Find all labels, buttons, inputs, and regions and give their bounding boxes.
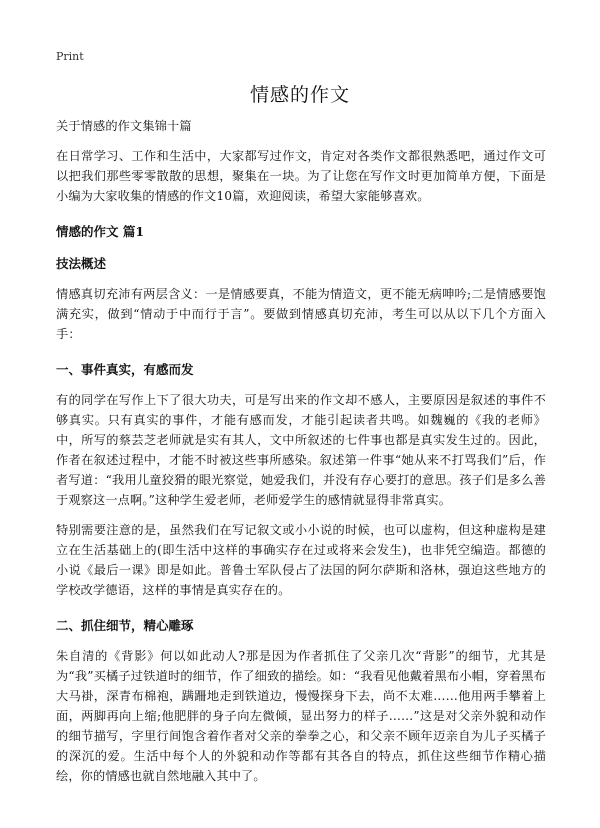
document-title: 情感的作文 bbox=[249, 84, 350, 106]
section-heading-details: 二、抓住细节，精心雕琢 bbox=[56, 618, 194, 633]
print-label[interactable]: Print bbox=[56, 50, 84, 63]
section-heading-real-events: 一、事件真实，有感而发 bbox=[56, 362, 194, 377]
details-paragraph-1: 朱自清的《背影》何以如此动人?那是因为作者抓住了父亲几次“背影”的细节，尤其是为“我”买橘子过铁道时的细节，作了细致的描绘。如：“我看见他戴着黑布小帽，穿着黑布大马褂，深青布棉袍，蹒跚地走到铁道边，慢慢探身下去，尚不太难……他用两手攀着上面，两脚再向上缩;他肥胖的身子向左微倾，显出努力的样子……”这是对父亲外貌和动作的细节描写，字里行间饱含着作者对父亲的拳拳之心，和父亲不顾年迈亲自为儿子买橘子的深沉的爱。生活中每个人的外貌和动作等都有其各自的特点，抓住这些细节作精心描绘，你的情感也就自然地融入其中了。 bbox=[56, 649, 546, 783]
real-events-paragraph-2: 特别需要注意的是，虽然我们在写记叙文或小小说的时候，也可以虚构，但这种虚构是建立在生活基础上的(即生活中这样的事确实存在过或将来会发生)，也非凭空编造。都德的小说《最后一课》即是如此。普鲁士军队侵占了法国的阿尔萨斯和洛林，强迫这些地方的学校改学德语，这样的事情是真实存在的。 bbox=[56, 523, 546, 597]
real-events-paragraph-1: 有的同学在写作上下了很大功夫，可是写出来的作文却不感人，主要原因是叙述的事件不够真实。只有真实的事件，才能有感而发，才能引起读者共鸣。如魏巍的《我的老师》中，所写的蔡芸芝老师就是实有其人，文中所叙述的七件事也都是真实发生过的。因此，作者在叙述过程中，才能不时被这些事所感染。叙述第一件事“她从来不打骂我们”后，作者写道：“我用儿童狡猾的眼光察觉，她爱我们，并没有存心要打的意思。孩子们是多么善于观察这一点啊。”这种学生爱老师，老师爱学生的感情就显得非常真实。 bbox=[56, 393, 546, 507]
document-body bbox=[56, 116, 546, 786]
overview-paragraph: 情感真切充沛有两层含义：一是情感要真，不能为情造文，更不能无病呻吟;二是情感要饱满充实，做到“情动于中而行于言”。要做到情感真切充沛，考生可以从以下几个方面入手： bbox=[56, 287, 546, 341]
document-subtitle: 关于情感的作文集锦十篇 bbox=[56, 119, 192, 133]
article-heading: 情感的作文 篇1 bbox=[56, 224, 145, 239]
section-heading-overview: 技法概述 bbox=[56, 256, 107, 271]
intro-paragraph: 在日常学习、工作和生活中，大家都写过作文，肯定对各类作文都很熟悉吧，通过作文可以把我们那些零零散散的思想，聚集在一块。为了让您在写作文时更加简单方便，下面是小编为大家收集的情感的作文10篇，欢迎阅读，希望大家能够喜欢。 bbox=[56, 149, 546, 203]
